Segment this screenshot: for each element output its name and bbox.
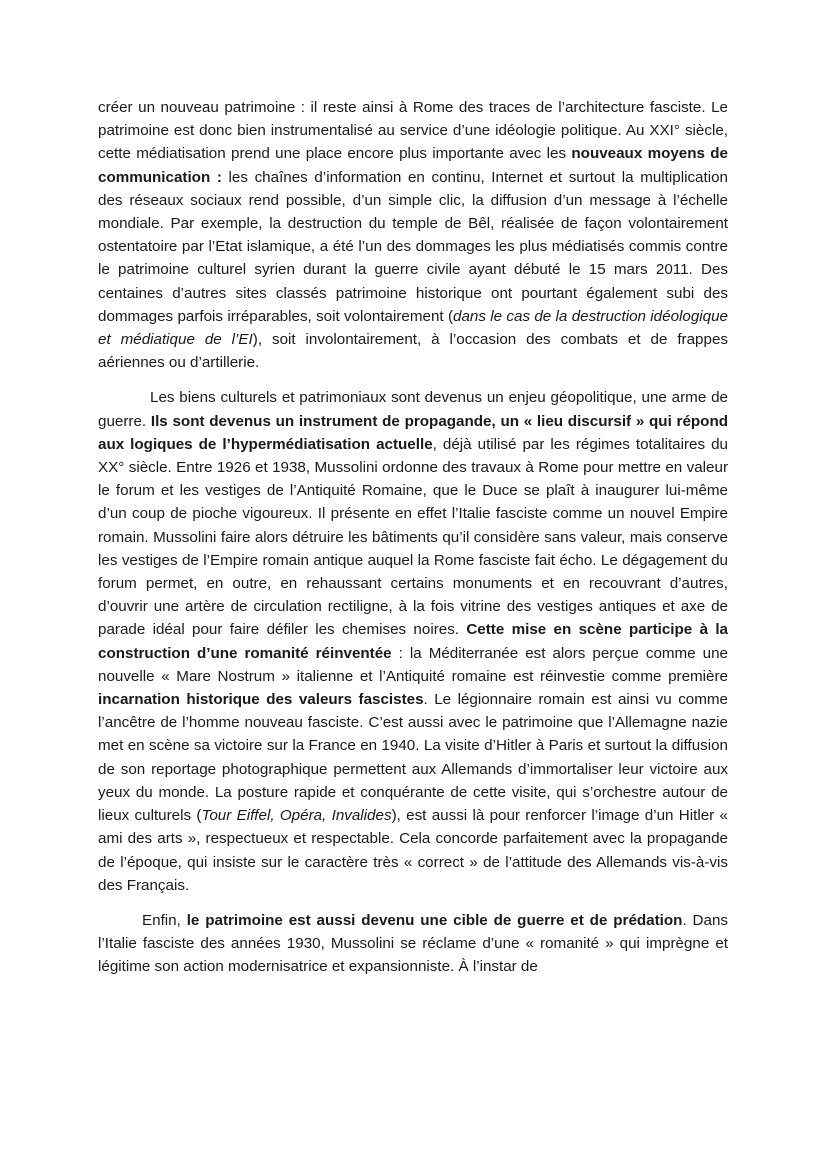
text-segment-italic: dans le cas de la destruction idéologique et médiatique de l’EI xyxy=(98,307,728,349)
text-segment-bold: Cette mise en scène participe à la construction d’une romanité réinventée xyxy=(98,621,728,662)
text-segment: les chaînes d’information en continu, Internet et surtout la multiplication des réseaux sociaux rend possible, d’un simple clic, la diffusion d’un message à l’échelle mondiale. Par exemple, la destruction du temple de Bêl, réalisée de façon volontairement ostentatoire par l’Etat islamique, a été l’un des dommages les plus médiatisés commis contre le patrimoine culturel syrien durant la guerre civile ayant débuté le 15 mars 2011. Des centaines d’autres sites classés patrimoine historique ont pourtant également subi des dommages parfois irréparables, soit volontairement ( xyxy=(98,168,728,325)
text-segment: , déjà utilisé par les régimes totalitaires du XX° siècle. Entre 1926 et 1938, Mussolini ordonne des travaux à Rome pour mettre en valeur le forum et les vestiges de l’Antiquité Romaine, que le Duce se plaît à inaugurer lui-même d’un coup de pioche vigoureux. Il présente en effet l’Italie fasciste comme un nouvel Empire romain. Mussolini faire alors détruire les bâtiments qu’il considère sans valeur, mais conserve les vestiges de l’Empire romain antique auquel la Rome fasciste fait écho. Le dégagement du forum permet, en outre, en rehaussant certains monuments et en recouvrant d’autres, d’ouvrir une artère de circulation rectiligne, à la fois vitrine des vestiges antiques et axe de parade idéal pour faire défiler les chemises noires. xyxy=(98,435,729,639)
text-segment-bold: incarnation historique des valeurs fascistes xyxy=(98,691,424,709)
text-segment: : la Méditerranée est alors perçue comme une nouvelle « Mare Nostrum » italienne et l’Antiquité romaine est réinvestie comme première xyxy=(98,644,728,685)
text-segment-bold: le patrimoine est aussi devenu une cible de guerre et de prédation xyxy=(186,911,683,929)
text-segment: ), est aussi là pour renforcer l’image d’un Hitler « ami des arts », respectueux et respectable. Cela concorde parfaitement avec la propagande de l’époque, qui insiste sur le caractère très « correct » de l’attitude des Allemands vis-à-vis des Français. xyxy=(98,807,728,894)
text-segment-italic: Tour Eiffel, Opéra, Invalides xyxy=(201,807,392,825)
text-segment: créer un nouveau patrimoine : il reste ainsi à Rome des traces de l’architecture fasciste. Le patrimoine est donc bien instrumentalisé au service d’une idéologie politique. Au XXI° siècle, cette médiatisation prend une place encore plus importante avec les xyxy=(98,99,728,163)
text-segment: Les biens culturels et patrimoniaux sont devenus un enjeu géopolitique, une arme de guerre. xyxy=(98,389,728,430)
paragraph-1 xyxy=(98,96,728,374)
document-page xyxy=(98,96,728,979)
text-segment: ), soit involontairement, à l’occasion des combats et de frappes aériennes ou d’artillerie. xyxy=(98,331,728,372)
paragraph-3 xyxy=(98,909,728,979)
text-segment: Enfin, xyxy=(142,911,187,929)
text-segment: . Le légionnaire romain est ainsi vu comme l’ancêtre de l’homme nouveau fasciste. C’est aussi avec le patrimoine que l’Allemagne nazie met en scène sa victoire sur la France en 1940. La visite d’Hitler à Paris et surtout la diffusion de son reportage photographique permettent aux Allemands d’immortaliser leur victoire aux yeux du monde. La posture rapide et conquérante de cette visite, qui s’orchestre autour de lieux culturels ( xyxy=(98,691,728,825)
text-segment-bold: nouveaux moyens de communication : xyxy=(98,145,728,186)
paragraph-2 xyxy=(98,386,728,896)
text-segment: . Dans l’Italie fasciste des années 1930, Mussolini se réclame d’une « romanité » qui imprègne et légitime son action modernisatrice et expansionniste. À l’instar de xyxy=(98,911,728,976)
text-segment-bold: Ils sont devenus un instrument de propagande, un « lieu discursif » qui répond aux logiques de l’hypermédiatisation actuelle xyxy=(98,412,728,453)
